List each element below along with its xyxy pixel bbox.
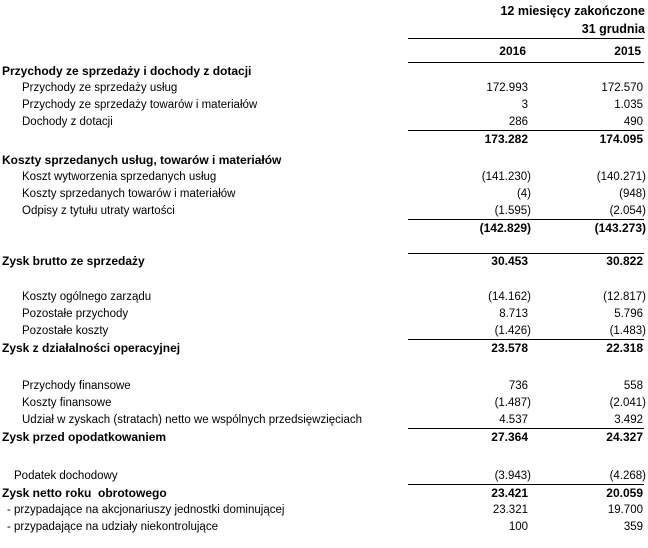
period-heading-line2: 31 grudnia [581,22,645,36]
row-values [408,114,646,131]
value-2015: (12.817) [603,291,646,303]
value-2015: 30.822 [606,254,643,268]
value-2015: 490 [623,116,643,128]
table-row [0,519,648,536]
table-row [0,114,648,131]
table-row [0,502,648,519]
row-values [408,340,646,357]
row-values [408,412,646,429]
row-values [408,80,646,97]
value-2016: (1.426) [494,325,531,337]
table-row [0,289,648,306]
row-values [408,323,646,340]
row-label: Pozostałe przychody [22,308,129,320]
row-label: Zysk brutto ze sprzedaży [2,254,145,268]
value-2016: 173.282 [484,132,528,146]
value-2015: 3.492 [614,414,643,426]
spacer [0,270,648,289]
table-row [0,485,648,502]
value-2015: 174.095 [599,132,643,146]
header-rule-top [408,38,644,39]
value-2016: 3 [521,99,528,111]
value-2015: 558 [623,380,643,392]
table-row [0,323,648,340]
row-values [408,220,646,237]
row-values [408,378,646,395]
row-values [408,203,646,220]
spacer [0,446,648,468]
row-label: - przypadające na udziały niekontrolujące [7,521,218,533]
value-2015: 5.796 [614,308,643,320]
value-2016: (1.487) [494,397,531,409]
row-values [408,169,646,186]
row-label: Zysk z działalności operacyjnej [2,341,181,355]
period-heading-line1: 12 miesięcy zakończone [500,4,645,18]
row-values [408,289,646,306]
value-2016: 23.421 [491,486,528,500]
value-2016: 30.453 [491,254,528,268]
value-2016: 736 [508,380,528,392]
row-label: Przychody ze sprzedaży i dochody z dotacji [2,64,252,78]
value-2015: 359 [623,521,643,533]
value-2016: (141.230) [481,171,531,183]
spacer [0,357,648,378]
value-2016: 4.537 [499,414,528,426]
row-values [408,485,646,502]
value-2015: (140.271) [596,171,646,183]
row-values [408,186,646,203]
value-2016: 8.713 [499,308,528,320]
row-values [408,395,646,412]
value-2016: (4) [516,188,531,200]
table-row [0,220,648,237]
value-2015: (2.054) [609,205,646,217]
value-2016: (1.595) [494,205,531,217]
table-row [0,97,648,114]
row-values [408,502,646,519]
value-2015: 172.570 [601,82,643,94]
year-columns-header [408,43,646,60]
value-2016: 23.578 [491,341,528,355]
row-label: Przychody ze sprzedaży usług [22,82,178,94]
row-values [408,253,646,270]
row-label: - przypadające na akcjonariuszy jednostki dominującej [7,504,285,516]
value-2016: 100 [508,521,528,533]
spacer [0,237,648,253]
value-2016: (142.829) [479,221,531,235]
row-label: Koszty ogólnego zarządu [22,291,152,303]
row-values [408,468,646,485]
column-header-2016: 2016 [499,44,526,58]
table-row [0,152,648,169]
table-row [0,378,648,395]
row-label: Koszty sprzedanych towarów i materiałów [22,188,236,200]
table-row [0,186,648,203]
value-2015: 20.059 [606,486,643,500]
value-2015: (1.483) [609,325,646,337]
value-2015: (2.041) [609,397,646,409]
value-2015: (4.268) [609,470,646,482]
value-2016: 27.364 [491,430,528,444]
table-row [0,63,648,80]
row-label: Zysk przed opodatkowaniem [2,430,167,444]
row-values [408,97,646,114]
table-row [0,395,648,412]
table-row [0,306,648,323]
row-values [408,131,646,148]
value-2016: (14.162) [488,291,531,303]
value-2015: 24.327 [606,430,643,444]
table-row [0,340,648,357]
row-label: Podatek dochodowy [14,470,118,482]
value-2016: 23.321 [492,504,528,516]
value-2015: 1.035 [614,99,643,111]
row-label: Dochody z dotacji [22,116,113,128]
table-row [0,203,648,220]
row-label: Pozostałe koszty [22,325,109,337]
value-2016: 286 [508,116,528,128]
value-2016: (3.943) [494,470,531,482]
table-row [0,131,648,148]
table-row [0,429,648,446]
row-label: Koszt wytworzenia sprzedanych usług [22,171,217,183]
table-row [0,412,648,429]
row-label: Przychody ze sprzedaży towarów i materiałów [22,99,258,111]
value-2016: 172.993 [486,82,528,94]
column-header-2015: 2015 [614,44,641,58]
row-values [408,519,646,536]
statement-rows [0,63,648,536]
row-values [408,429,646,446]
value-2015: (143.273) [594,221,646,235]
table-row [0,169,648,186]
row-label: Koszty sprzedanych usług, towarów i materiałów [2,153,282,167]
row-label: Zysk netto roku obrotowego [2,486,167,500]
row-label: Udział w zyskach (stratach) netto we wspólnych przedsięwzięciach [22,414,363,426]
row-label: Koszty finansowe [22,397,112,409]
table-row [0,468,648,485]
row-label: Odpisy z tytułu utraty wartości [22,205,175,217]
value-2015: 19.700 [607,504,643,516]
value-2015: (948) [619,188,646,200]
row-label: Przychody finansowe [22,380,131,392]
table-row [0,253,648,270]
row-values [408,306,646,323]
value-2015: 22.318 [606,341,643,355]
table-row [0,80,648,97]
